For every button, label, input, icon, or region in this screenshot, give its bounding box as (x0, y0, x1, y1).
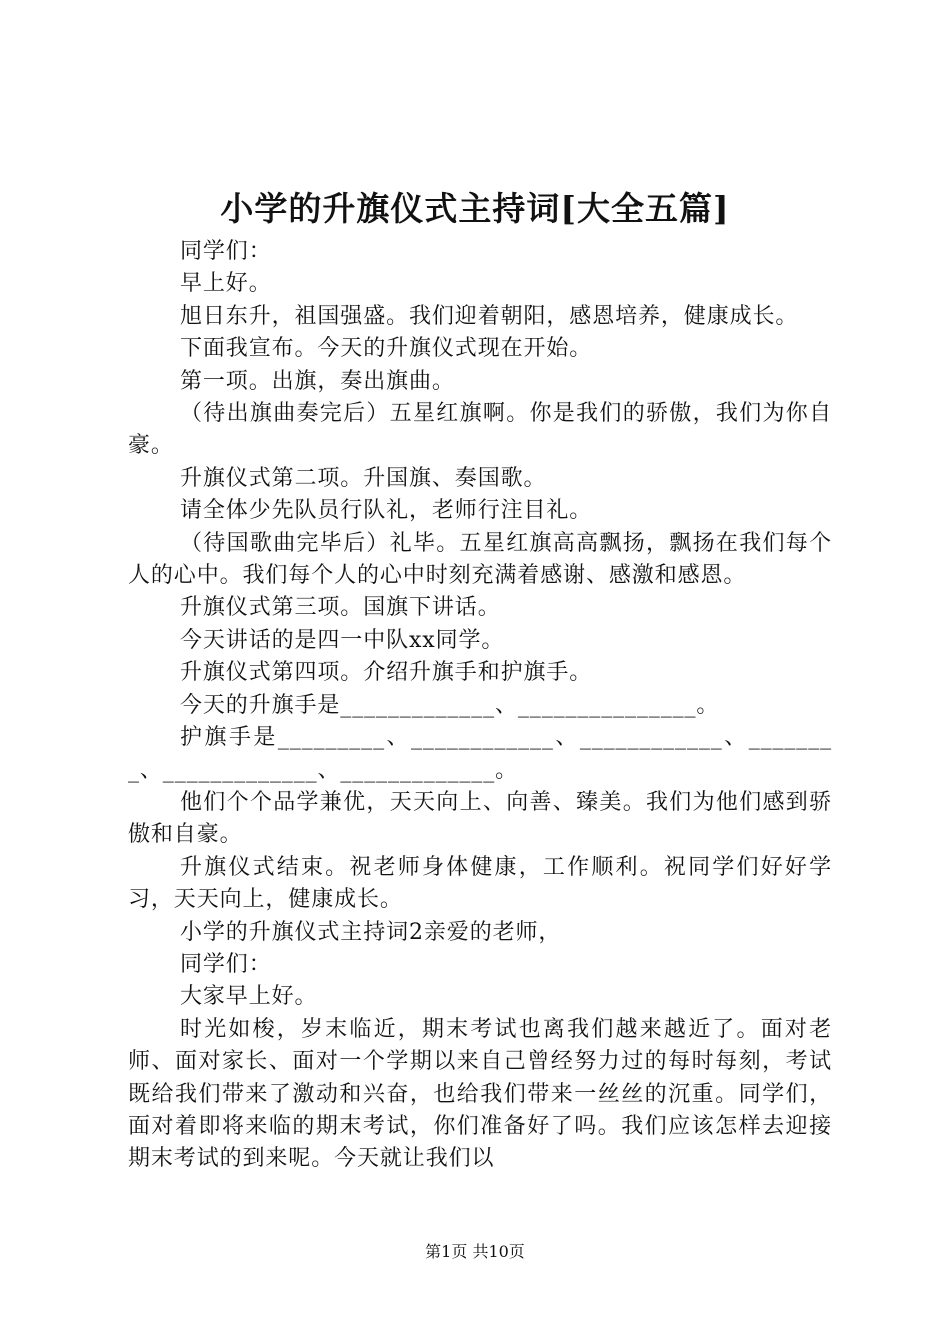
paragraph: 请全体少先队员行队礼，老师行注目礼。 (180, 498, 593, 524)
paragraph: 今天讲话的是四一中队xx同学。 (180, 627, 505, 653)
paragraph: 同学们： (180, 239, 272, 264)
paragraph: 升旗仪式第四项。介绍升旗手和护旗手。 (180, 660, 593, 686)
paragraph: 第一项。出旗，奏出旗曲。 (180, 368, 455, 394)
paragraph: 大家早上好。 (180, 984, 318, 1010)
paragraph: 今天的升旗手是_____________、_______________。 (180, 692, 720, 718)
paragraph: 护旗手是_________、____________、____________、________、_____________、_____________。 (128, 725, 832, 783)
paragraph: 时光如梭，岁末临近，期末考试也离我们越来越近了。面对老师、面对家长、面对一个学期以来自己曾经努力过的每时每刻，考试既给我们带来了激动和兴奋，也给我们带来一丝丝的沉重。同学们，面对着即将来临的期末考试，你们准备好了吗。我们应该怎样去迎接期末考试的到来呢。今天就让我们以 (128, 1016, 832, 1172)
paragraph: 升旗仪式第三项。国旗下讲话。 (180, 595, 501, 621)
paragraph: 早上好。 (180, 271, 272, 297)
paragraph: 升旗仪式第二项。升国旗、奏国歌。 (180, 465, 547, 491)
paragraph: （待出旗曲奏完后）五星红旗啊。你是我们的骄傲，我们为你自豪。 (128, 401, 832, 459)
page-footer: 第1页 共10页 (425, 1242, 525, 1261)
paragraph: （待国歌曲完毕后）礼毕。五星红旗高高飘扬，飘扬在我们每个人的心中。我们每个人的心中时刻充满着感谢、感激和感恩。 (128, 530, 832, 589)
paragraph: 升旗仪式结束。祝老师身体健康，工作顺利。祝同学们好好学习，天天向上，健康成长。 (128, 854, 832, 913)
paragraph: 小学的升旗仪式主持词2亲爱的老师， (180, 919, 562, 945)
paragraph: 同学们： (180, 951, 272, 977)
document-title: 小学的升旗仪式主持词[大全五篇] (220, 189, 730, 228)
paragraph: 他们个个品学兼优，天天向上、向善、臻美。我们为他们感到骄傲和自豪。 (128, 789, 832, 848)
document-body (128, 236, 832, 1176)
paragraph: 旭日东升，祖国强盛。我们迎着朝阳，感恩培养，健康成长。 (180, 303, 799, 329)
paragraph: 下面我宣布。今天的升旗仪式现在开始。 (180, 336, 593, 362)
